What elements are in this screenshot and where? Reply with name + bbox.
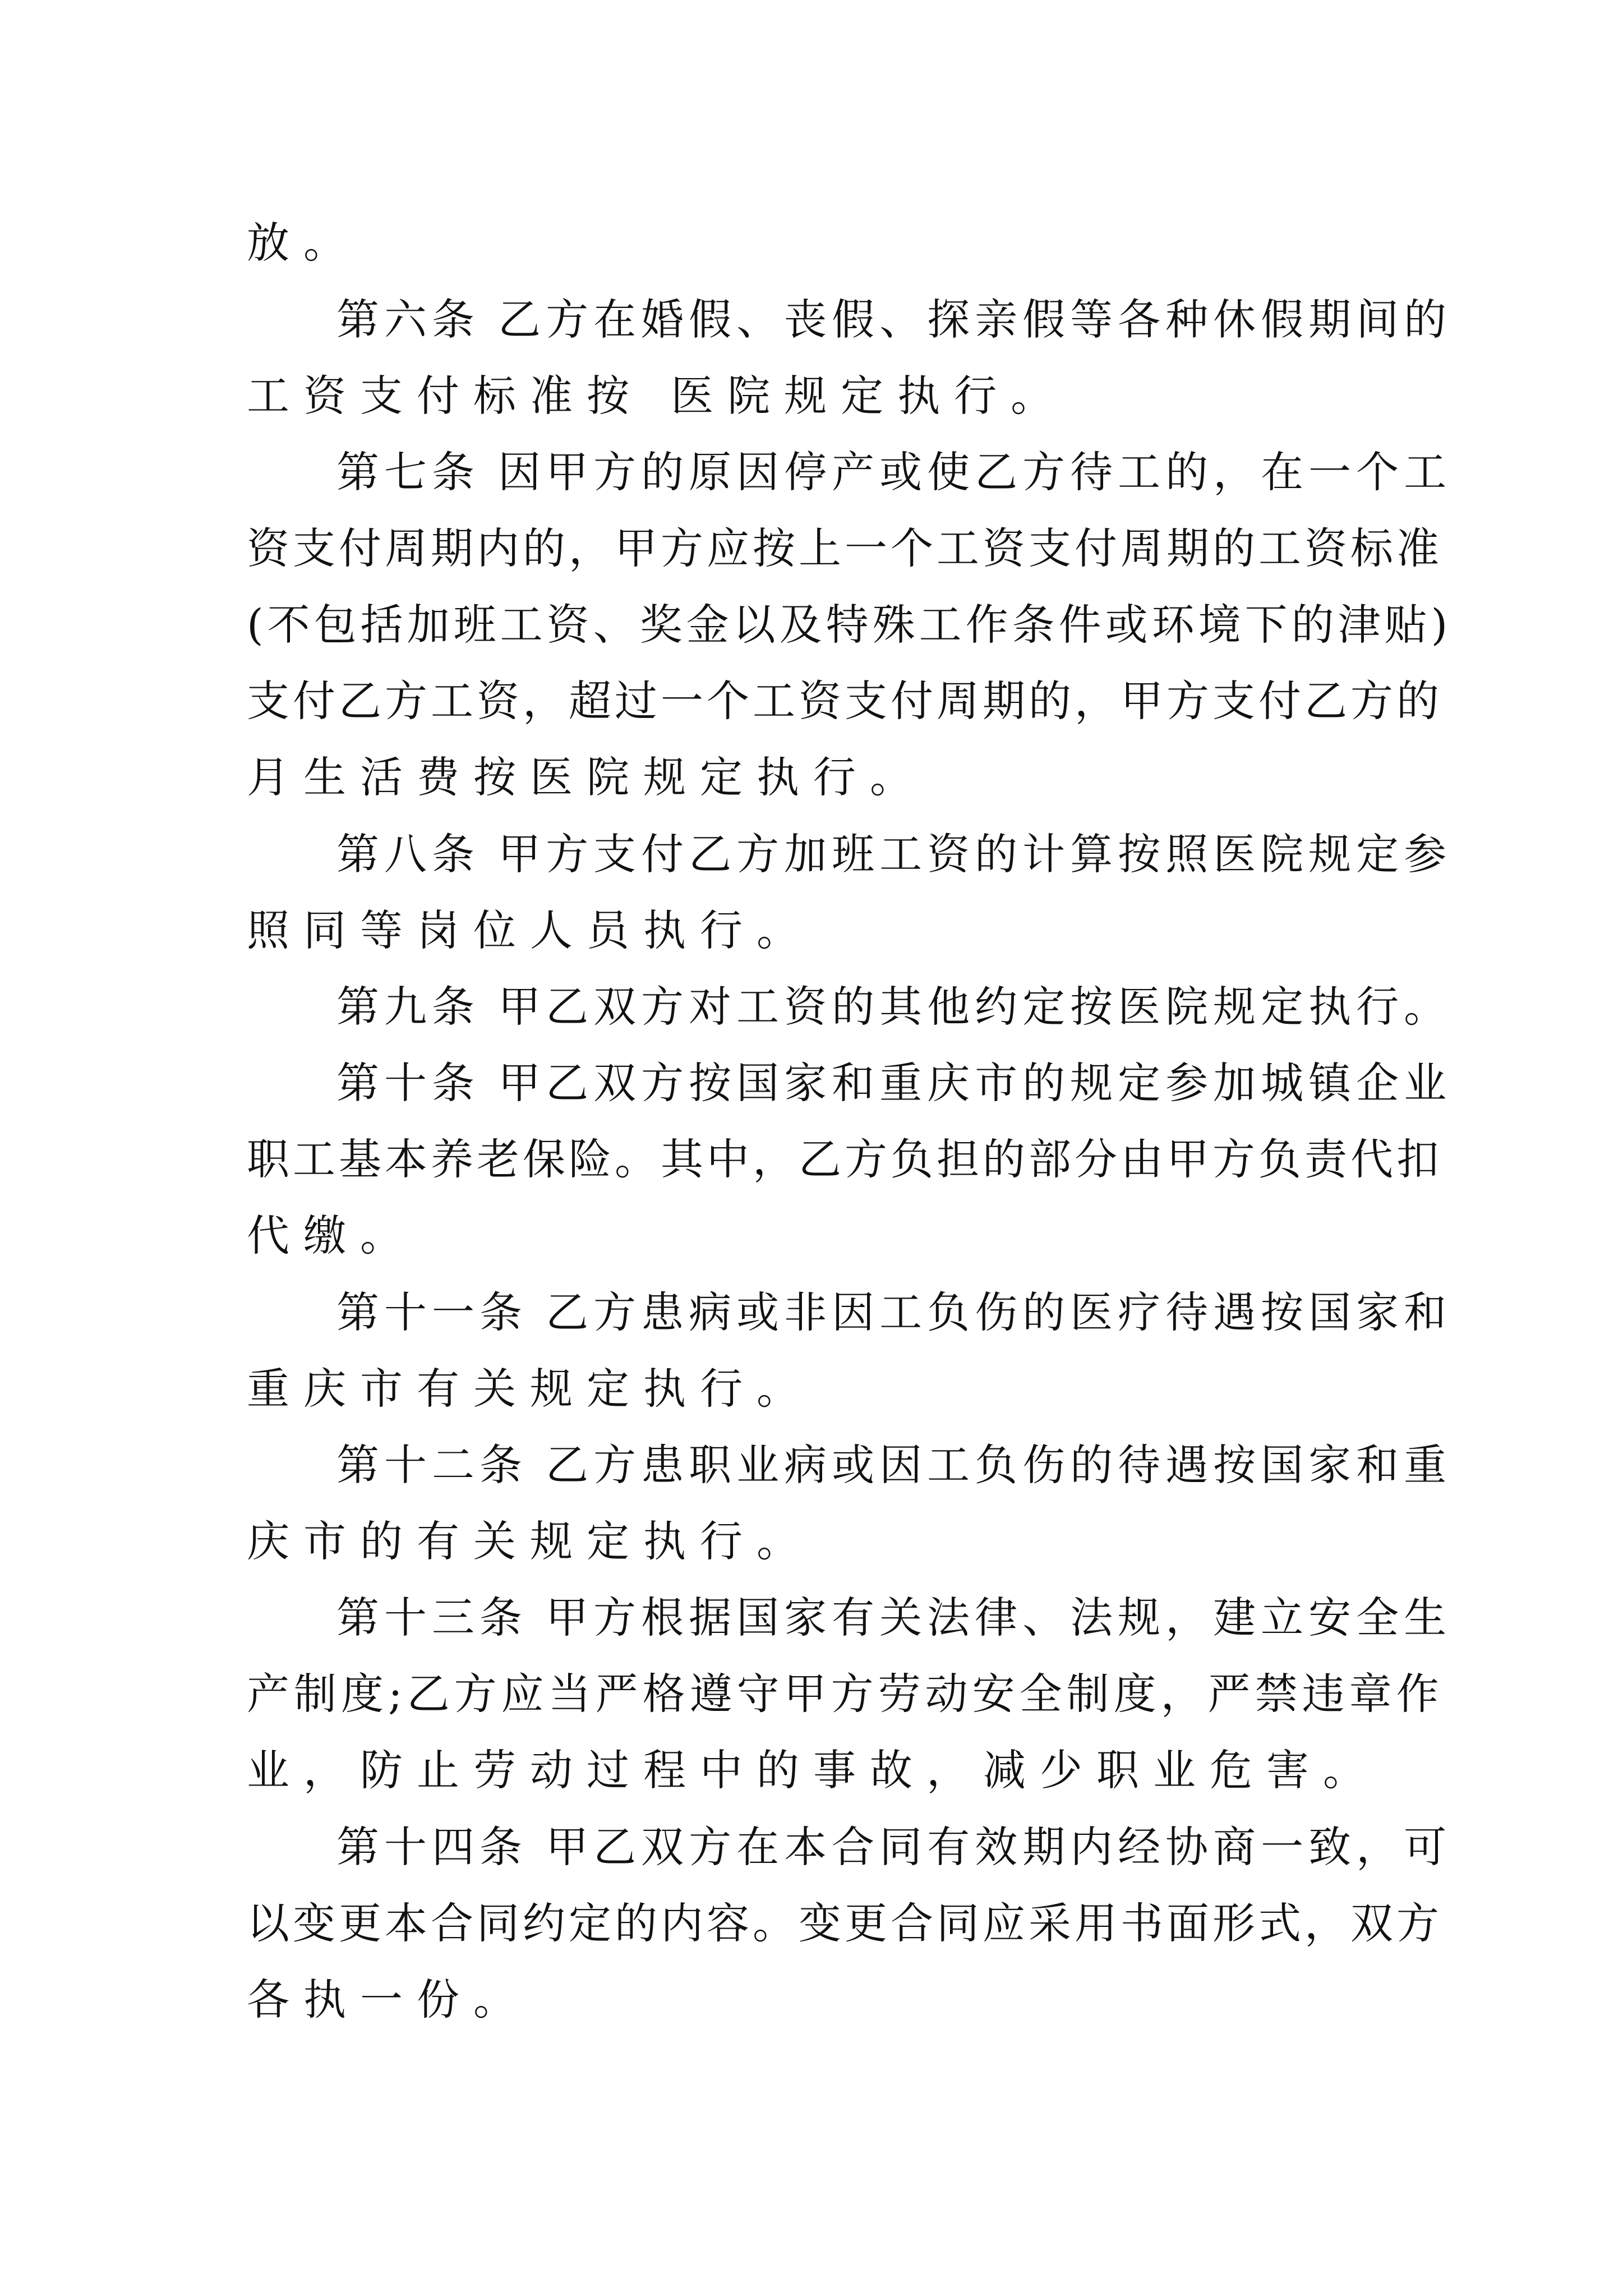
article-12-line-1: 第十二条 乙方患职业病或因工负伤的待遇按国家和重 — [336, 1440, 1452, 1490]
article-10-line-1: 第十条 甲乙双方按国家和重庆市的规定参加城镇企业 — [336, 1058, 1452, 1108]
article-12-line-2: 庆市的有关规定执行。 — [247, 1516, 813, 1566]
article-14-line-3: 各执一份。 — [247, 1975, 530, 2024]
text-line: 放。 — [247, 218, 360, 268]
article-14-line-2: 以变更本合同约定的内容。变更合同应采用书面形式，双方 — [247, 1898, 1442, 1948]
article-9-line-1: 第九条 甲乙双方对工资的其他约定按医院规定执行。 — [336, 982, 1452, 1032]
article-8-line-1: 第八条 甲方支付乙方加班工资的计算按照医院规定参 — [336, 829, 1452, 879]
article-7-line-1: 第七条 因甲方的原因停产或使乙方待工的，在一个工 — [336, 447, 1452, 497]
article-7-line-4: 支付乙方工资，超过一个工资支付周期的，甲方支付乙方的 — [247, 676, 1442, 726]
article-10-line-2: 职工基本养老保险。其中，乙方负担的部分由甲方负责代扣 — [247, 1134, 1442, 1184]
article-13-line-1: 第十三条 甲方根据国家有关法律、法规，建立安全生 — [336, 1593, 1452, 1642]
article-7-line-5: 月生活费按医院规定执行。 — [247, 752, 926, 802]
article-11-line-1: 第十一条 乙方患病或非因工负伤的医疗待遇按国家和 — [336, 1287, 1452, 1337]
article-10-line-3: 代缴。 — [247, 1211, 417, 1260]
article-7-line-2: 资支付周期内的，甲方应按上一个工资支付周期的工资标准 — [247, 523, 1442, 573]
article-6-line-1: 第六条 乙方在婚假、丧假、探亲假等各种休假期间的 — [336, 295, 1452, 344]
article-14-line-1: 第十四条 甲乙双方在本合同有效期内经协商一致，可 — [336, 1822, 1452, 1872]
article-11-line-2: 重庆市有关规定执行。 — [247, 1364, 813, 1414]
article-8-line-2: 照同等岗位人员执行。 — [247, 905, 813, 955]
article-13-line-2: 产制度;乙方应当严格遵守甲方劳动安全制度，严禁违章作 — [247, 1669, 1444, 1719]
article-7-line-3: (不包括加班工资、奖金以及特殊工作条件或环境下的津贴) — [247, 600, 1452, 650]
article-6-line-2: 工资支付标准按 医院规定执行。 — [247, 371, 1068, 421]
article-13-line-3: 业，防止劳动过程中的事故，减少职业危害。 — [247, 1745, 1380, 1795]
